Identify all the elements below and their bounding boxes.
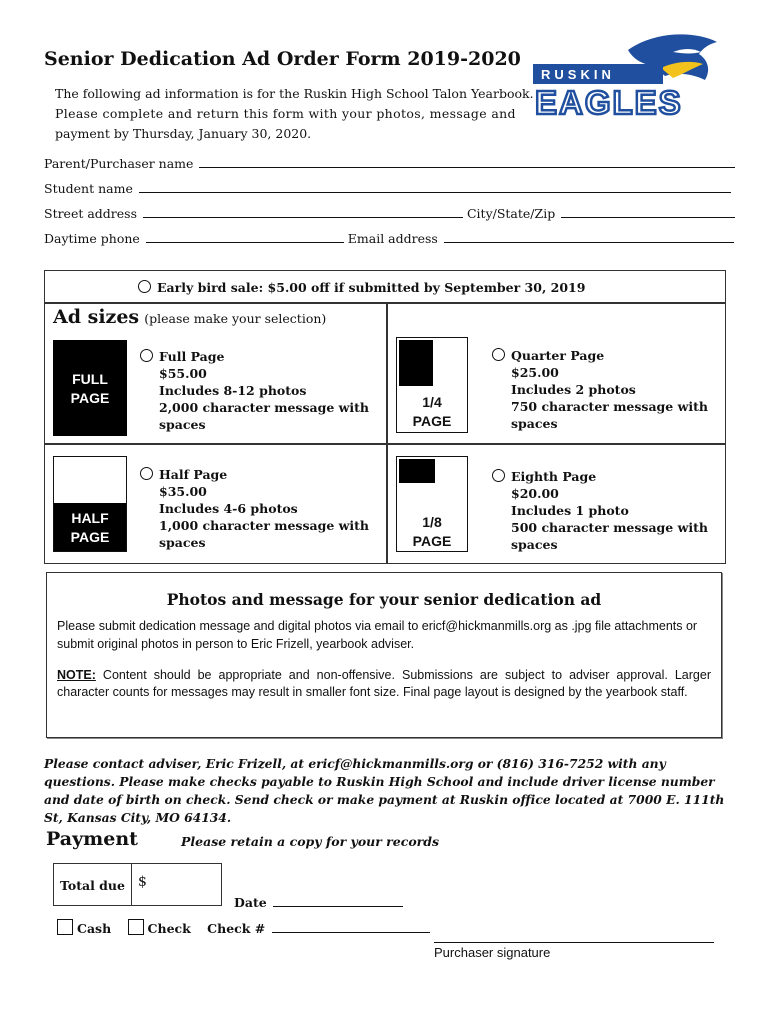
intro-line: Please complete and return this form with your photos, message and	[55, 106, 516, 121]
quarter-radio[interactable]	[492, 348, 505, 361]
student-input[interactable]	[139, 180, 731, 193]
cash-checkbox[interactable]	[57, 919, 73, 935]
dollar-sign: $	[138, 874, 147, 890]
ad-sizes-heading	[53, 306, 326, 328]
option-eighth: Eighth Page $20.00 Includes 1 photo 500 character message with spaces	[492, 468, 708, 553]
half-page-icon: HALF PAGE	[53, 456, 127, 552]
option-full: Full Page $55.00 Includes 8-12 photos 2,000 character message with spaces	[140, 348, 369, 433]
intro-line: The following ad information is for the Ruskin High School Talon Yearbook.	[55, 86, 534, 101]
phone-label: Daytime phone	[44, 231, 140, 246]
note-text: Content should be appropriate and non-offensive. Submissions are subject to adviser approval. Larger character counts for messages may result in smaller font size. Final page layout is designed by the yearbook staff.	[57, 668, 711, 699]
payment-heading: Payment	[46, 828, 138, 850]
intro-text	[55, 84, 534, 144]
photos-heading: Photos and message for your senior dedication ad	[166, 590, 602, 609]
option-half: Half Page $35.00 Includes 4-6 photos 1,000 character message with spaces	[140, 466, 369, 551]
page-title: Senior Dedication Ad Order Form 2019-2020	[44, 48, 521, 70]
signature-line[interactable]	[434, 942, 714, 943]
quarter-page-icon: 1/4 PAGE	[396, 337, 468, 433]
city-input[interactable]	[561, 205, 735, 218]
cash-label: Cash	[77, 921, 112, 936]
payment-method-row	[57, 919, 430, 936]
retain-note: Please retain a copy for your records	[181, 834, 440, 849]
email-input[interactable]	[444, 230, 734, 243]
total-due-input[interactable]	[84, 864, 220, 904]
full-radio[interactable]	[140, 349, 153, 362]
eighth-page-icon: 1/8 PAGE	[396, 456, 468, 552]
intro-line: payment by Thursday, January 30, 2020.	[55, 126, 312, 141]
note-label: NOTE:	[57, 668, 96, 682]
ad-sizes-sub: (please make your selection)	[144, 311, 327, 326]
parent-row	[44, 155, 735, 171]
phone-row	[44, 230, 734, 246]
option-quarter: Quarter Page $25.00 Includes 2 photos 750 character message with spaces	[492, 347, 708, 432]
logo-bottom-text: EAGLES	[535, 84, 683, 120]
ad-sizes-title: Ad sizes	[53, 306, 140, 328]
phone-input[interactable]	[146, 230, 344, 243]
logo-top-text: RUSKIN	[541, 67, 615, 82]
signature-label: Purchaser signature	[434, 945, 551, 960]
total-due-label: Total due	[60, 878, 125, 893]
student-row	[44, 180, 731, 196]
student-label: Student name	[44, 181, 133, 196]
ruskin-eagles-logo	[533, 30, 723, 120]
check-label: Check	[147, 921, 191, 936]
street-input[interactable]	[143, 205, 463, 218]
early-bird	[138, 280, 585, 295]
email-label: Email address	[347, 231, 438, 246]
contact-info: Please contact adviser, Eric Frizell, at ericf@hickmanmills.org or (816) 316-7252 with any questions. Please make checks payable to Ruskin High School and include driver license number and date of birth on check. Send check or make payment at Ruskin office located at 7000 E. 111th St, Kansas City, MO 64134.	[44, 756, 725, 825]
half-radio[interactable]	[140, 467, 153, 480]
street-row	[44, 205, 735, 221]
parent-input[interactable]	[199, 155, 735, 168]
early-bird-label: Early bird sale: $5.00 off if submitted by September 30, 2019	[157, 280, 586, 295]
early-bird-radio[interactable]	[138, 280, 151, 293]
check-checkbox[interactable]	[128, 919, 144, 935]
full-page-icon: FULL PAGE	[53, 340, 127, 436]
photos-section	[46, 572, 722, 738]
parent-label: Parent/Purchaser name	[44, 156, 194, 171]
date-row	[234, 894, 403, 910]
photos-note	[57, 667, 711, 701]
eighth-radio[interactable]	[492, 469, 505, 482]
city-label: City/State/Zip	[466, 206, 556, 221]
date-input[interactable]	[273, 894, 403, 907]
check-number-input[interactable]	[272, 920, 430, 933]
date-label: Date	[234, 895, 267, 910]
street-label: Street address	[44, 206, 138, 221]
photos-instructions: Please submit dedication message and digital photos via email to ericf@hickmanmills.org as .jpg file attachments or submit original photos in person to Eric Frizell, yearbook adviser.	[57, 619, 698, 651]
check-number-label: Check #	[207, 921, 266, 936]
